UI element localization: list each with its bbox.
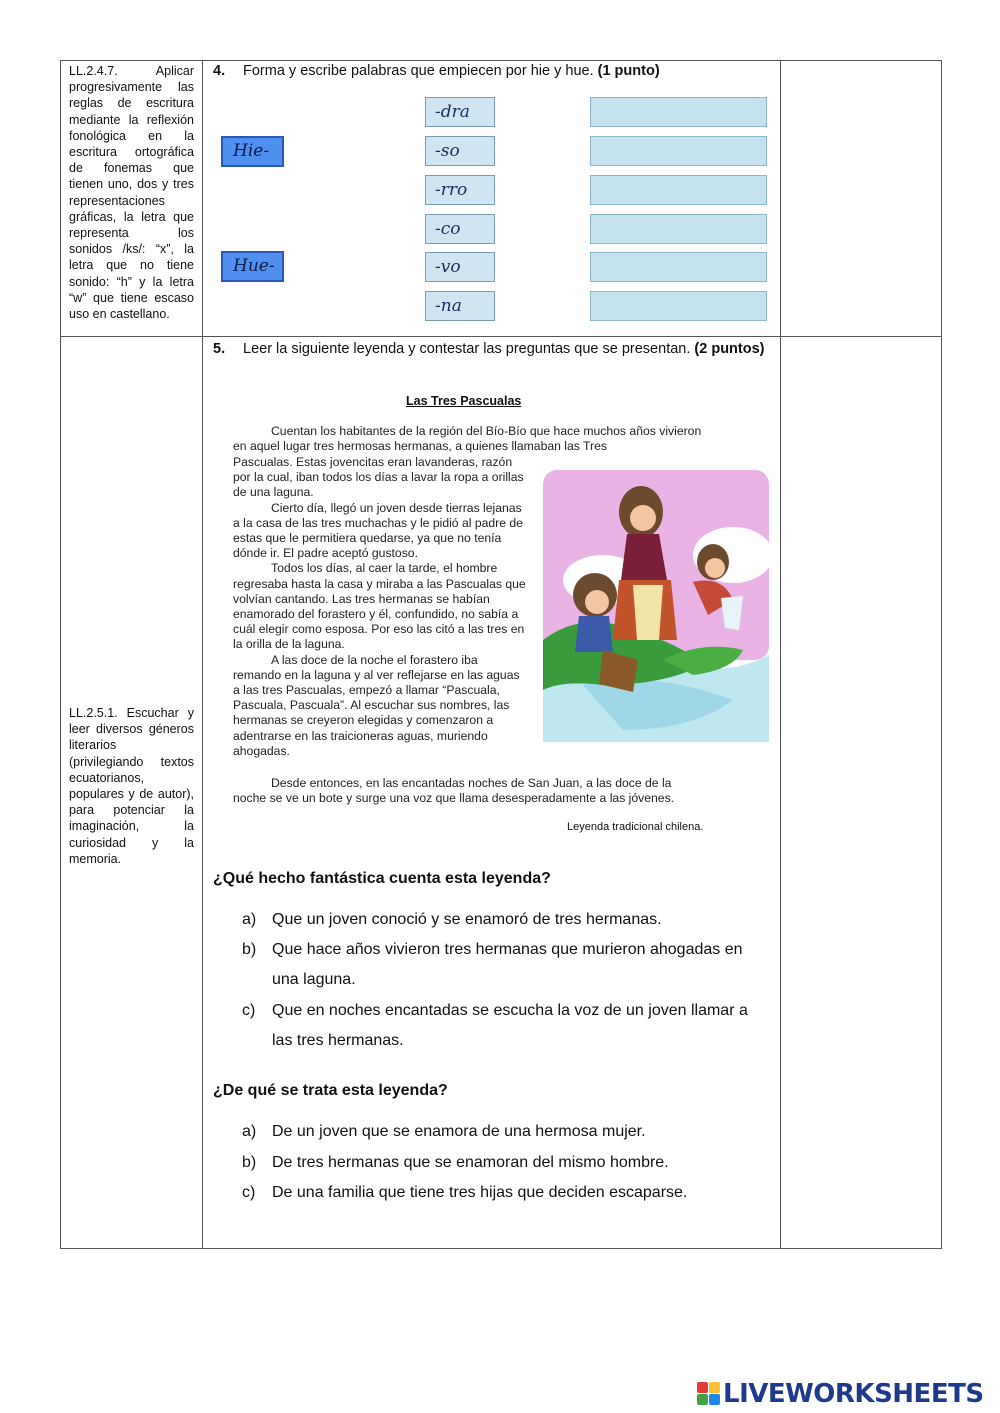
- option-item[interactable]: [242, 1178, 772, 1208]
- option-text: Que un joven conoció y se enamoró de tres hermanas.: [272, 911, 662, 928]
- suffix-box[interactable]: -na: [425, 291, 495, 321]
- laundress-illustration: [543, 470, 769, 742]
- logo-grid-icon: [697, 1382, 721, 1406]
- legend-title: Las Tres Pascualas: [406, 394, 522, 408]
- legend-paragraph: A las doce de la noche el forastero iba remando en la laguna y al ver reflejarse en las aguas a las tres Pascualas, empezó a llamar “Pascuala, Pascuala, Pascuala”. Al escuchar sus nombres, las hermanas se creyeron elegidas y comenzaron a adentrarse en las traicioneras aguas, muriendo ahogadas.: [233, 652, 520, 758]
- question-5-header: [213, 340, 773, 358]
- question-points: (1 punto): [597, 63, 660, 79]
- table-border-top: [60, 60, 942, 61]
- legend-paragraph: Cierto día, llegó un joven desde tierras lejanas a la casa de las tres muchachas y le pidió al padre de estas que le permitiera quedarse, ya que no tenía dónde ir. El padre aceptó gustoso.: [233, 500, 523, 561]
- option-letter: a): [242, 1123, 257, 1140]
- option-item[interactable]: [242, 996, 772, 1056]
- option-item[interactable]: [242, 1148, 772, 1178]
- option-text: De un joven que se enamora de una hermosa mujer.: [272, 1123, 646, 1140]
- table-col-divider-2: [780, 60, 781, 1249]
- legend-source: Leyenda tradicional chilena.: [567, 821, 704, 833]
- option-item[interactable]: [242, 905, 772, 935]
- question-text: Leer la siguiente leyenda y contestar las preguntas que se presentan.: [243, 341, 691, 357]
- question-5b: ¿De qué se trata esta leyenda?: [213, 1082, 448, 1099]
- legend-paragraph: Cuentan los habitantes de la región del Bío-Bío que hace muchos años vivieron en aquel lugar tres hermosas hermanas, a quienes llamaban las Tres: [233, 424, 702, 454]
- answer-input[interactable]: [590, 97, 767, 127]
- answer-input[interactable]: [590, 252, 767, 282]
- answer-input[interactable]: [590, 214, 767, 244]
- legend-paragraph: Pascualas. Estas jovencitas eran lavanderas, razón por la cual, iban todos los días a lavar la ropa a orillas de una laguna. Cierto día, llegó un joven desde tierras lejanas a la casa de las tres muchachas y le pidió al padre de estas que le permitiera quedarse, ya que no tenía dónde ir. El padre aceptó gustoso. Todos los días, al caer la tarde, el hombre regresaba hasta la casa y miraba a las Pascualas que volvían cantando. Las tres hermanas se habían enamorado del forastero y él, confundido, no sabía a cuál elegir como esposa. Por eso las citó a las tres en la orilla de la laguna. A las doce de la noche el forastero iba remando en la laguna y al ver reflejarse en las aguas a las tres Pascualas, empezó a llamar “Pascuala, Pascuala, Pascuala”. Al escuchar sus nombres, las hermanas se creyeron elegidas y comenzaron a adentrarse en las traicioneras aguas, muriendo ahogadas.: [233, 455, 526, 758]
- logo-text: LIVEWORKSHEETS: [723, 1379, 984, 1409]
- option-text: De una familia que tiene tres hijas que deciden escaparse.: [272, 1184, 688, 1201]
- option-letter: c): [242, 1002, 256, 1019]
- question-points: (2 puntos): [694, 341, 765, 357]
- criterion-text: LL.2.4.7. Aplicar progresivamente las reglas de escritura mediante la reflexión fonológica en la escritura ortográfica de fonemas que tienen uno, dos y tres representaciones gráficas, la letra que representa los sonidos /ks/: “x”, la letra que no tiene sonido: “h” y la letra “w” que tiene escaso uso en castellano.: [69, 64, 194, 322]
- option-text: Que en noches encantadas se escucha la voz de un joven llamar a las tres hermanas.: [272, 1002, 748, 1049]
- answer-input[interactable]: [590, 175, 767, 205]
- table-border-left: [60, 60, 61, 1249]
- option-item[interactable]: [242, 1117, 772, 1147]
- answer-input[interactable]: [590, 136, 767, 166]
- suffix-box[interactable]: -vo: [425, 252, 495, 282]
- liveworksheets-logo[interactable]: [697, 1377, 984, 1411]
- option-letter: b): [242, 1154, 257, 1171]
- table-border-bottom: [60, 1248, 942, 1249]
- table-row-divider: [60, 336, 942, 337]
- question-4-header: [213, 62, 773, 80]
- prefix-box-hue[interactable]: Hue-: [221, 251, 284, 282]
- question-number: 5.: [213, 341, 226, 357]
- question-5a: ¿Qué hecho fantástica cuenta esta leyenda?: [213, 870, 551, 887]
- legend-paragraph: Desde entonces, en las encantadas noches de San Juan, a las doce de la noche se ve un bote y surge una voz que llama desesperadamente a las jóvenes.: [233, 776, 675, 806]
- option-item[interactable]: [242, 935, 772, 995]
- criterion-text: LL.2.5.1. Escuchar y leer diversos géneros literarios (privilegiando textos ecuatorianos, populares y de autor), para potenciar la imaginación, la curiosidad y la memoria.: [69, 706, 194, 866]
- option-letter: b): [242, 941, 257, 958]
- question-number: 4.: [213, 63, 226, 79]
- option-text: Que hace años vivieron tres hermanas que murieron ahogadas en una laguna.: [272, 941, 743, 988]
- option-letter: a): [242, 911, 257, 928]
- option-text: De tres hermanas que se enamoran del mismo hombre.: [272, 1154, 669, 1171]
- answer-input[interactable]: [590, 291, 767, 321]
- prefix-box-hie[interactable]: Hie-: [221, 136, 284, 167]
- table-border-right: [941, 60, 942, 1249]
- suffix-box[interactable]: -so: [425, 136, 495, 166]
- suffix-box[interactable]: -co: [425, 214, 495, 244]
- suffix-box[interactable]: -rro: [425, 175, 495, 205]
- question-text: Forma y escribe palabras que empiecen por hie y hue.: [243, 63, 594, 79]
- table-col-divider-1: [202, 60, 203, 1249]
- option-letter: c): [242, 1184, 256, 1201]
- legend-paragraph: Todos los días, al caer la tarde, el hombre regresaba hasta la casa y miraba a las Pascualas que volvían cantando. Las tres hermanas se habían enamorado del forastero y él, confundido, no sabía a cuál elegir como esposa. Por eso las citó a las tres en la orilla de la laguna.: [233, 561, 526, 652]
- suffix-box[interactable]: -dra: [425, 97, 495, 127]
